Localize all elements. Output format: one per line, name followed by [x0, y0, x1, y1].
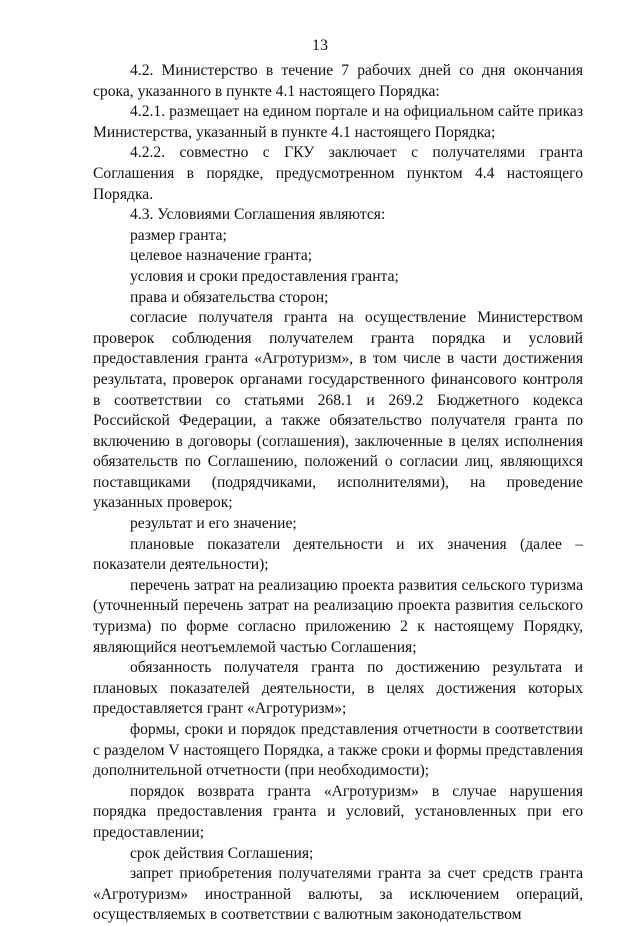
condition-purpose: целевое назначение гранта;	[130, 247, 313, 265]
condition-planned-indicators: плановые показатели деятельности и их значения (далее – показатели деятельности);	[93, 535, 583, 574]
paragraph-4-2: 4.2. Министерство в течение 7 рабочих дней со дня окончания срока, указанного в пункте 4.1 настоящего Порядка:	[93, 62, 583, 100]
paragraph-4-3: 4.3. Условиями Соглашения являются:	[130, 206, 386, 224]
paragraph-4-2-1: 4.2.1. размещает на едином портале и на официальном сайте приказ Министерства, указанный в пункте 4.1 настоящего Порядка;	[93, 103, 583, 141]
condition-cost-list: перечень затрат на реализацию проекта развития сельского туризма (уточненный перечень затрат на реализацию проекта развития сельского туризма) по форме согласно приложению 2 к настоящему Порядку, являющийся неотъемлемой частью Соглашения;	[93, 576, 583, 656]
paragraph-4-2-2: 4.2.2. совместно с ГКУ заключает с получателями гранта Соглашения в порядке, предусмотренном пунктом 4.4 настоящего Порядка.	[93, 144, 583, 203]
condition-consent-to-audits: согласие получателя гранта на осуществление Министерством проверок соблюдения получателем гранта порядка и условий предоставления гранта «Агротуризм», в том числе в части достижения результата, проверок органами государственного финансового контроля в соответствии со статьями 268.1 и 269.2 Бюджетного кодекса Российской Федерации, а также обязательство получателя гранта по включению в договоры (соглашения), заключенные в целях исполнения обязательств по Соглашению, положений о согласии лиц, являющихся поставщиками (подрядчиками, исполнителями), на проведение указанных проверок;	[93, 309, 583, 512]
condition-rights: права и обязательства сторон;	[130, 288, 329, 306]
condition-refund: порядок возврата гранта «Агротуризм» в случае нарушения порядка предоставления гранта и условий, установленных при его предоставлении;	[93, 782, 583, 841]
condition-result: результат и его значение;	[130, 515, 297, 533]
condition-currency-ban: запрет приобретения получателями гранта за счет средств гранта «Агротуризм» иностранной валюты, за исключением операций, осуществляемых в соответствии с валютным законодательством	[93, 865, 583, 924]
document-body	[93, 61, 583, 926]
condition-validity: срок действия Соглашения;	[130, 844, 314, 862]
page-number: 13	[312, 37, 328, 54]
condition-terms: условия и сроки предоставления гранта;	[130, 267, 399, 285]
condition-reporting: формы, сроки и порядок представления отчетности в соответствии с разделом V настоящего Порядка, а также сроки и формы представления дополнительной отчетности (при необходимости);	[93, 721, 583, 780]
condition-obligation: обязанность получателя гранта по достижению результата и плановых показателей деятельности, в целях достижения которых предоставляется грант «Агротуризм»;	[93, 659, 583, 718]
condition-grant-size: размер гранта;	[130, 226, 227, 244]
